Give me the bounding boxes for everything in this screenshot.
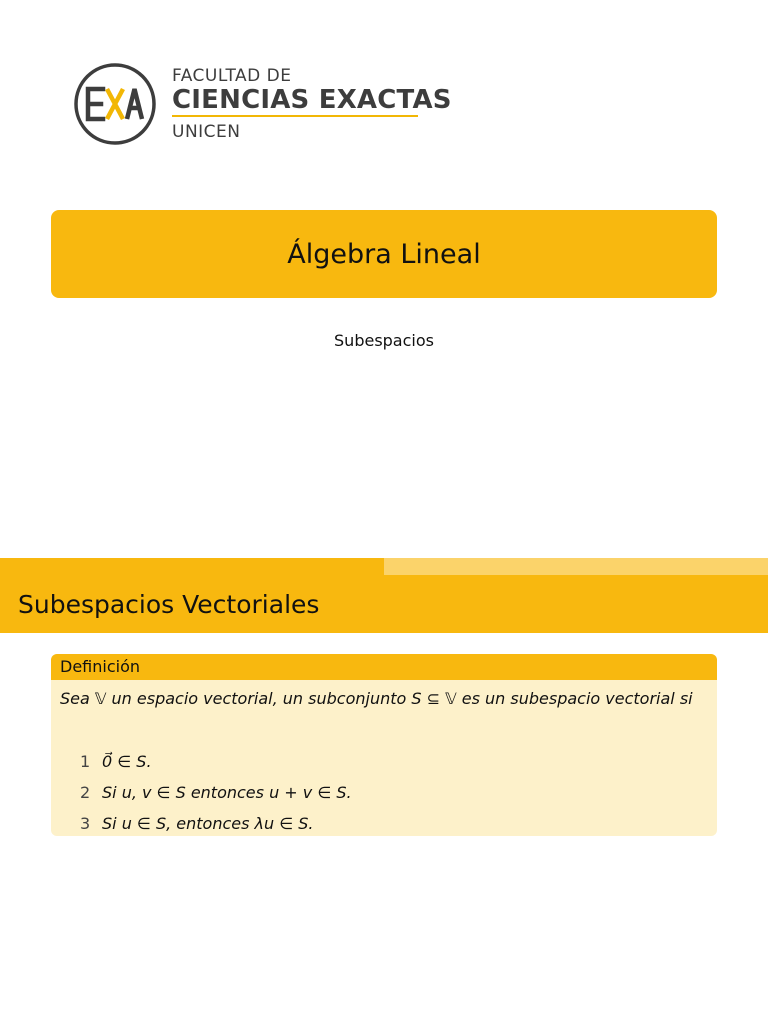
list-item-text: Si u ∈ S, entonces λu ∈ S. (102, 814, 314, 833)
definition-title: Definición (60, 657, 140, 676)
definition-block (51, 654, 717, 836)
faculty-logo (70, 58, 452, 153)
definition-header (51, 654, 717, 680)
list-item-text: Si u, v ∈ S entonces u + v ∈ S. (102, 783, 352, 802)
logo-line-faculty: FACULTAD DE (172, 66, 292, 86)
definition-list (80, 746, 700, 836)
list-item (80, 746, 700, 777)
header-strip-right (384, 558, 768, 575)
exa-badge-icon (72, 61, 158, 147)
list-item (80, 808, 700, 836)
list-item-number: 2 (80, 783, 91, 802)
logo-line-ciencias: CIENCIAS EXACTAS (172, 85, 452, 115)
presentation-subtitle: Subespacios (334, 331, 434, 350)
presentation-title: Álgebra Lineal (287, 238, 481, 270)
logo-line-unicen: UNICEN (172, 122, 241, 142)
list-item-number: 1 (80, 752, 91, 771)
title-box (51, 210, 717, 298)
list-item (80, 777, 700, 808)
logo-underline (172, 115, 418, 117)
list-item-number: 3 (80, 814, 91, 833)
content-slide (0, 558, 768, 1024)
list-item-text: 0⃗ ∈ S. (102, 752, 152, 771)
frame-title: Subespacios Vectoriales (18, 590, 320, 619)
header-strip-left (0, 558, 384, 575)
definition-intro: Sea 𝕍 un espacio vectorial, un subconjunto S ⊆ 𝕍 es un subespacio vectorial si (60, 689, 693, 708)
